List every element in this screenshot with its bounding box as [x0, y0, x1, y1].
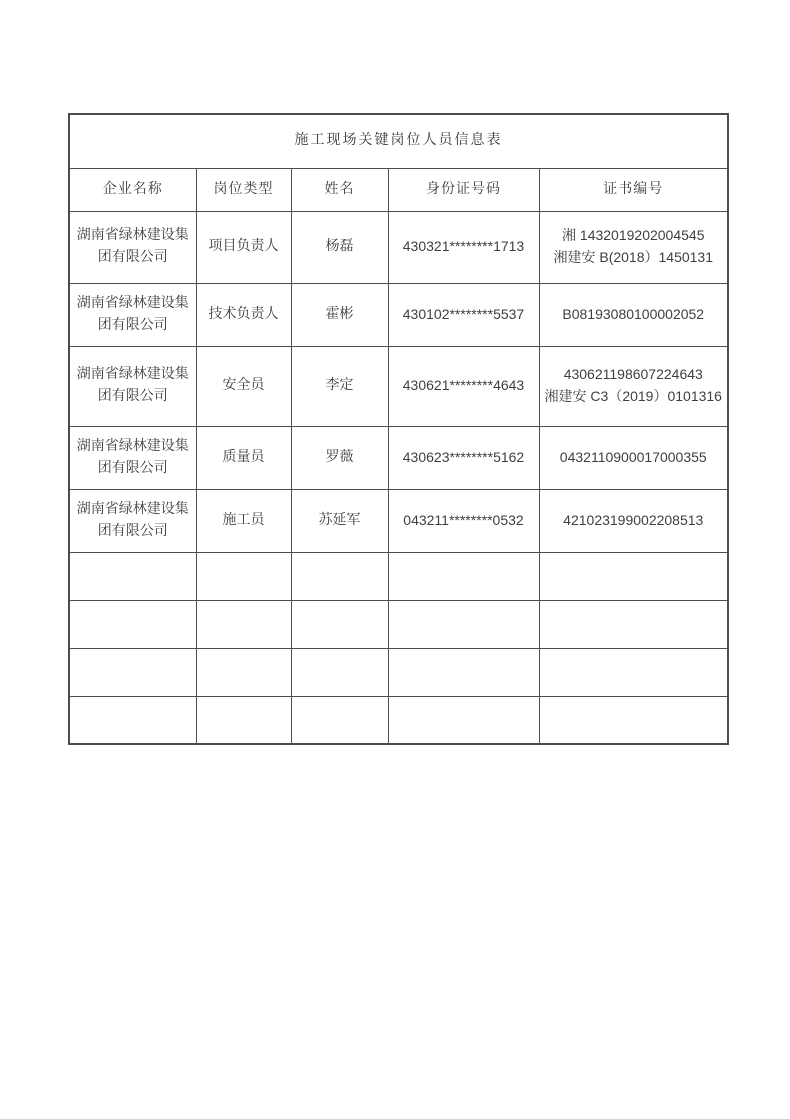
header-position: 岗位类型	[196, 168, 291, 211]
empty-cell	[291, 600, 388, 648]
personnel-table	[68, 113, 729, 745]
cell-company: 湖南省绿林建设集团有限公司	[69, 346, 196, 426]
cell-company: 湖南省绿林建设集团有限公司	[69, 426, 196, 489]
cell-name: 苏延军	[291, 489, 388, 552]
cell-name: 霍彬	[291, 283, 388, 346]
empty-cell	[388, 552, 539, 600]
empty-cell	[291, 696, 388, 744]
empty-cell	[196, 648, 291, 696]
empty-cell	[69, 696, 196, 744]
cell-company: 湖南省绿林建设集团有限公司	[69, 489, 196, 552]
cell-id-number: 430102********5537	[388, 283, 539, 346]
header-id-number: 身份证号码	[388, 168, 539, 211]
header-cert-number: 证书编号	[539, 168, 728, 211]
empty-cell	[539, 600, 728, 648]
cell-cert-number	[539, 346, 728, 426]
empty-table-row	[69, 600, 728, 648]
empty-cell	[388, 696, 539, 744]
empty-cell	[388, 648, 539, 696]
table-row	[69, 283, 728, 346]
cell-id-number: 430623********5162	[388, 426, 539, 489]
cell-cert-number	[539, 426, 728, 489]
table-row	[69, 211, 728, 283]
cert-line: 430621198607224643	[563, 366, 703, 383]
table-title-row	[69, 114, 728, 168]
cert-line: 湘建安 C3（2019）0101316	[544, 388, 722, 404]
cert-line: 0432110900017000355	[559, 448, 707, 465]
table-row	[69, 489, 728, 552]
cell-name: 罗薇	[291, 426, 388, 489]
cell-position: 安全员	[196, 346, 291, 426]
table-row	[69, 426, 728, 489]
empty-table-row	[69, 552, 728, 600]
cell-id-number: 043211********0532	[388, 489, 539, 552]
cell-cert-number	[539, 283, 728, 346]
cell-cert-number	[539, 211, 728, 283]
empty-cell	[291, 648, 388, 696]
cell-position: 质量员	[196, 426, 291, 489]
empty-cell	[69, 552, 196, 600]
empty-cell	[291, 552, 388, 600]
empty-cell	[196, 696, 291, 744]
cell-id-number: 430621********4643	[388, 346, 539, 426]
table-row	[69, 346, 728, 426]
table-header-row	[69, 168, 728, 211]
cell-position: 施工员	[196, 489, 291, 552]
cell-position: 项目负责人	[196, 211, 291, 283]
empty-cell	[388, 600, 539, 648]
cell-company: 湖南省绿林建设集团有限公司	[69, 211, 196, 283]
table-title: 施工现场关键岗位人员信息表	[69, 114, 728, 168]
cell-name: 李定	[291, 346, 388, 426]
header-name: 姓名	[291, 168, 388, 211]
empty-cell	[196, 552, 291, 600]
empty-cell	[539, 648, 728, 696]
empty-table-row	[69, 648, 728, 696]
cell-cert-number	[539, 489, 728, 552]
cell-position: 技术负责人	[196, 283, 291, 346]
cell-name: 杨磊	[291, 211, 388, 283]
header-company: 企业名称	[69, 168, 196, 211]
cert-line: 湘建安 B(2018）1450131	[553, 249, 714, 265]
empty-cell	[69, 648, 196, 696]
empty-cell	[69, 600, 196, 648]
empty-cell	[539, 552, 728, 600]
empty-table-row	[69, 696, 728, 744]
cert-line: 421023199002208513	[563, 511, 704, 528]
cert-line: B08193080100002052	[562, 305, 705, 322]
empty-cell	[539, 696, 728, 744]
cell-company: 湖南省绿林建设集团有限公司	[69, 283, 196, 346]
empty-cell	[196, 600, 291, 648]
cell-id-number: 430321********1713	[388, 211, 539, 283]
cert-line: 湘 1432019202004545	[562, 227, 705, 244]
